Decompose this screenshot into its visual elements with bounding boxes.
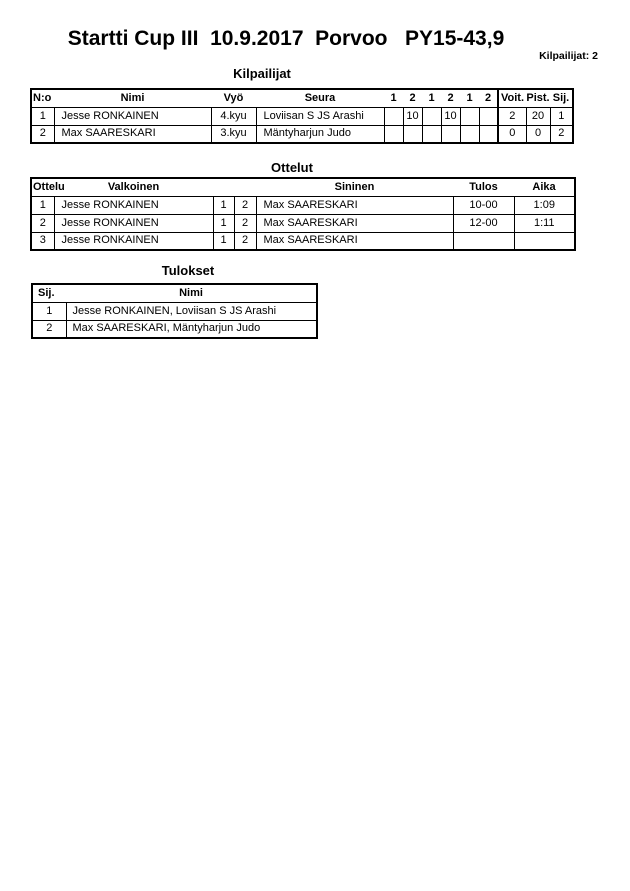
cell-score [479, 125, 498, 143]
cell-nimi: Max SAARESKARI [54, 125, 211, 143]
cell-score [384, 107, 403, 125]
cell-white-num: 1 [213, 232, 234, 250]
header-sij: Sij. [32, 284, 66, 302]
cell-nimi: Jesse RONKAINEN, Loviisan S JS Arashi [66, 302, 317, 320]
cell-score [403, 125, 422, 143]
header-seura: Seura [256, 89, 384, 107]
cell-score [422, 125, 441, 143]
competitor-row [31, 107, 573, 125]
cell-pist: 20 [526, 107, 550, 125]
header-no: N:o [31, 89, 54, 107]
ottelut-header-row [31, 178, 575, 196]
header-ottelu: Ottelu [31, 178, 54, 196]
header-sij: Sij. [550, 89, 573, 107]
cell-sininen: Max SAARESKARI [256, 196, 453, 214]
cell-blue-num: 2 [234, 196, 256, 214]
match-row [31, 232, 575, 250]
cell-sininen: Max SAARESKARI [256, 232, 453, 250]
cell-blue-num: 2 [234, 214, 256, 232]
cell-tulos: 10-00 [453, 196, 514, 214]
cell-sininen: Max SAARESKARI [256, 214, 453, 232]
match-row [31, 214, 575, 232]
section-heading-tulokset: Tulokset [161, 263, 215, 278]
cell-seura: Loviisan S JS Arashi [256, 107, 384, 125]
tulokset-header-row [32, 284, 317, 302]
cell-tulos [453, 232, 514, 250]
ottelut-table [30, 177, 576, 251]
cell-match-no: 2 [31, 214, 54, 232]
cell-sij: 1 [32, 302, 66, 320]
result-row [32, 302, 317, 320]
cell-aika: 1:09 [514, 196, 575, 214]
cell-score [422, 107, 441, 125]
cell-match-no: 3 [31, 232, 54, 250]
cell-no: 2 [31, 125, 54, 143]
header-nimi: Nimi [66, 284, 317, 302]
cell-valkoinen: Jesse RONKAINEN [54, 214, 213, 232]
header-sininen: Sininen [256, 178, 453, 196]
result-row [32, 320, 317, 338]
header-pist: Pist. [526, 89, 550, 107]
section-heading-ottelut: Ottelut [271, 160, 313, 175]
header-aika: Aika [514, 178, 575, 196]
competitors-count: Kilpailijat: 2 [539, 50, 598, 62]
header-blue-num-spacer [234, 178, 256, 196]
header-nimi: Nimi [54, 89, 211, 107]
header-score-col: 1 [460, 89, 479, 107]
cell-tulos: 12-00 [453, 214, 514, 232]
cell-vyo: 3.kyu [211, 125, 256, 143]
header-score-col: 2 [441, 89, 460, 107]
cell-blue-num: 2 [234, 232, 256, 250]
header-score-col: 1 [422, 89, 441, 107]
header-white-num-spacer [213, 178, 234, 196]
kilpailijat-header-row [31, 89, 573, 107]
cell-voit: 0 [498, 125, 526, 143]
cell-sij: 2 [32, 320, 66, 338]
cell-score: 10 [403, 107, 422, 125]
cell-white-num: 1 [213, 214, 234, 232]
document-title: Startti Cup III 10.9.2017 Porvoo PY15-43,9 [67, 27, 505, 50]
cell-valkoinen: Jesse RONKAINEN [54, 232, 213, 250]
header-score-col: 2 [403, 89, 422, 107]
cell-aika: 1:11 [514, 214, 575, 232]
cell-score: 10 [441, 107, 460, 125]
cell-no: 1 [31, 107, 54, 125]
cell-vyo: 4.kyu [211, 107, 256, 125]
cell-sij: 2 [550, 125, 573, 143]
cell-nimi: Jesse RONKAINEN [54, 107, 211, 125]
tulokset-table [31, 283, 318, 339]
cell-sij: 1 [550, 107, 573, 125]
cell-voit: 2 [498, 107, 526, 125]
header-score-col: 2 [479, 89, 498, 107]
cell-score [384, 125, 403, 143]
competitor-row [31, 125, 573, 143]
cell-pist: 0 [526, 125, 550, 143]
cell-match-no: 1 [31, 196, 54, 214]
cell-seura: Mäntyharjun Judo [256, 125, 384, 143]
cell-valkoinen: Jesse RONKAINEN [54, 196, 213, 214]
cell-aika [514, 232, 575, 250]
header-valkoinen: Valkoinen [54, 178, 213, 196]
cell-score [479, 107, 498, 125]
cell-white-num: 1 [213, 196, 234, 214]
header-voit: Voit. [498, 89, 526, 107]
cell-score [460, 125, 479, 143]
header-vyo: Vyö [211, 89, 256, 107]
header-tulos: Tulos [453, 178, 514, 196]
cell-score [460, 107, 479, 125]
kilpailijat-table [30, 88, 574, 144]
header-score-col: 1 [384, 89, 403, 107]
cell-score [441, 125, 460, 143]
section-heading-kilpailijat: Kilpailijat [233, 66, 291, 81]
match-row [31, 196, 575, 214]
cell-nimi: Max SAARESKARI, Mäntyharjun Judo [66, 320, 317, 338]
